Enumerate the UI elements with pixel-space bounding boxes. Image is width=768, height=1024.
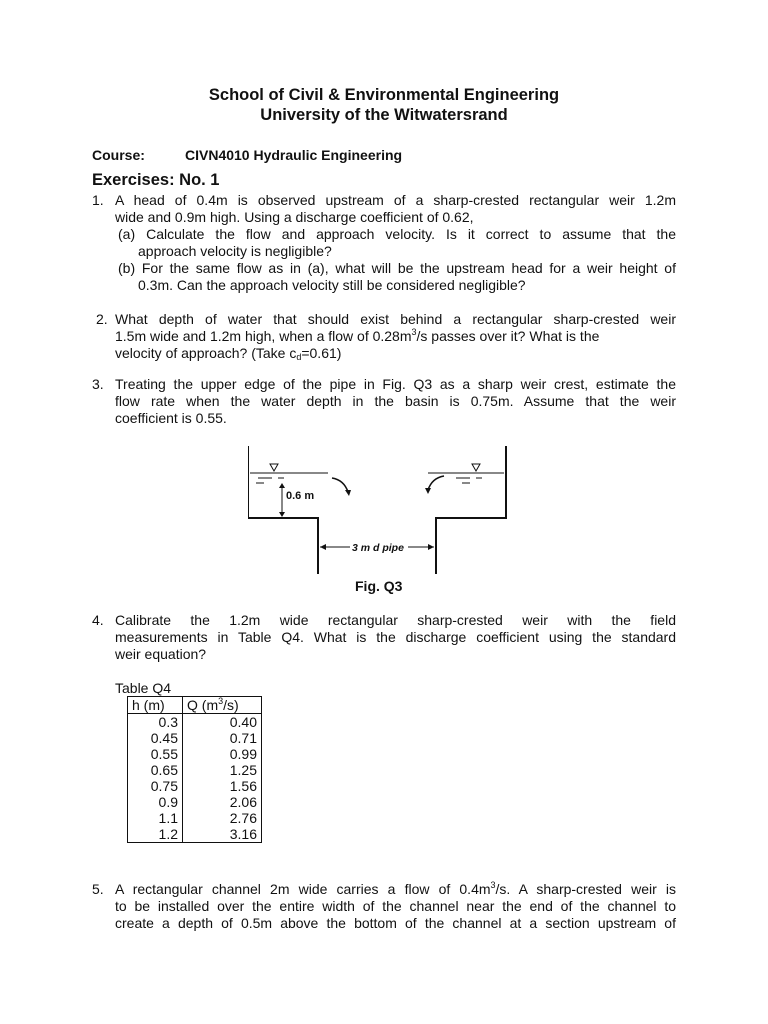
course-label: Course: (92, 147, 145, 163)
cell-q: 3.16 (183, 826, 262, 843)
q4-line-2: measurements in Table Q4. What is the discharge coefficient using the standard (115, 629, 676, 645)
q5-line-2: to be installed over the entire width of the channel near the end of the channel to (115, 898, 676, 914)
cell-q: 2.76 (183, 810, 262, 826)
q2-line-1: What depth of water that should exist behind a rectangular sharp-crested weir (115, 311, 676, 327)
q2-line-2-text: 1.5m wide and 1.2m high, when a flow of 0.28m (115, 328, 412, 344)
column-header-q (183, 697, 262, 714)
q3-line-1: Treating the upper edge of the pipe in Fig. Q3 as a sharp weir crest, estimate the (115, 376, 676, 392)
cell-q: 0.71 (183, 730, 262, 746)
column-header-q-unit: /s) (223, 697, 239, 713)
right-water-level-symbol (472, 464, 480, 471)
cell-h: 1.1 (128, 810, 183, 826)
q1-line-2: wide and 0.9m high. Using a discharge coefficient of 0.62, (115, 209, 474, 225)
right-basin-wall (436, 446, 506, 574)
q1-line-1: A head of 0.4m is observed upstream of a sharp-crested rectangular weir 1.2m (115, 192, 676, 208)
depth-label: 0.6 m (286, 490, 315, 502)
table-row (128, 778, 262, 794)
q3-line-2: flow rate when the water depth in the basin is 0.75m. Assume that the weir (115, 393, 676, 409)
q4-line-1: Calibrate the 1.2m wide rectangular sharp-crested weir with the field (115, 612, 676, 628)
cell-h: 1.2 (128, 826, 183, 843)
table-q4-title: Table Q4 (115, 680, 172, 696)
left-basin-wall (248, 446, 318, 574)
table-row (128, 746, 262, 762)
q2-subscript: d (296, 352, 302, 362)
q4-number: 4. (92, 612, 104, 628)
cell-q: 1.25 (183, 762, 262, 778)
q2-number: 2. (96, 311, 108, 327)
column-header-q-superscript: 3 (218, 696, 224, 706)
table-q4 (127, 696, 262, 843)
cell-h: 0.9 (128, 794, 183, 810)
q4-line-3: weir equation? (115, 646, 207, 662)
q3-line-3: coefficient is 0.55. (115, 410, 227, 426)
q2-superscript: 3 (411, 327, 417, 337)
q5-line-1-text-end: /s. A sharp-crested weir is (495, 881, 676, 897)
cell-q: 0.99 (183, 746, 262, 762)
q5-superscript: 3 (490, 880, 496, 890)
cell-h: 0.65 (128, 762, 183, 778)
cell-h: 0.3 (128, 714, 183, 731)
q1-part-b-line-2: 0.3m. Can the approach velocity still be considered negligible? (138, 277, 526, 293)
table-header-row (128, 697, 262, 714)
exercises-title: Exercises: No. 1 (92, 171, 220, 189)
course-name: CIVN4010 Hydraulic Engineering (185, 147, 403, 163)
cell-q: 2.06 (183, 794, 262, 810)
table-row (128, 730, 262, 746)
q2-line-2-text-end: /s passes over it? What is the (416, 328, 600, 344)
column-header-h: h (m) (128, 697, 183, 714)
q5-line-3: create a depth of 0.5m above the bottom of the channel at a section upstream of (115, 915, 676, 931)
figure-caption: Fig. Q3 (355, 578, 403, 594)
cell-h: 0.55 (128, 746, 183, 762)
column-header-q-text: Q (m (187, 697, 219, 713)
table-row (128, 794, 262, 810)
university-title: University of the Witwatersrand (260, 106, 508, 124)
table-row (128, 810, 262, 826)
left-flow-arrow (332, 478, 348, 492)
q1-part-b-line-1: (b) For the same flow as in (a), what will be the upstream head for a weir height of (118, 260, 676, 276)
q3-number: 3. (92, 376, 104, 392)
table-row (128, 714, 262, 731)
figure-q3-weir-pipe (248, 440, 516, 574)
cell-q: 0.40 (183, 714, 262, 731)
q5-line-1 (115, 880, 676, 898)
cell-h: 0.45 (128, 730, 183, 746)
q1-part-a-line-2: approach velocity is negligible? (138, 243, 332, 259)
cell-h: 0.75 (128, 778, 183, 794)
q2-line-3-text: velocity of approach? (Take c (115, 345, 297, 361)
table-row (128, 762, 262, 778)
q1-part-a-line-1: (a) Calculate the flow and approach velocity. Is it correct to assume that the (118, 226, 676, 242)
table-row (128, 826, 262, 843)
school-title: School of Civil & Environmental Engineering (208, 86, 560, 104)
q1-number: 1. (92, 192, 104, 208)
q5-line-1-text: A rectangular channel 2m wide carries a flow of 0.4m (115, 881, 491, 897)
cell-q: 1.56 (183, 778, 262, 794)
pipe-diameter-label: 3 m d pipe (352, 542, 404, 554)
left-water-level-symbol (270, 464, 278, 471)
q5-number: 5. (92, 881, 104, 897)
q2-line-2 (115, 327, 599, 345)
right-flow-arrow (428, 476, 444, 490)
q2-line-3 (115, 344, 341, 362)
q2-line-3-text-end: =0.61) (301, 345, 342, 361)
